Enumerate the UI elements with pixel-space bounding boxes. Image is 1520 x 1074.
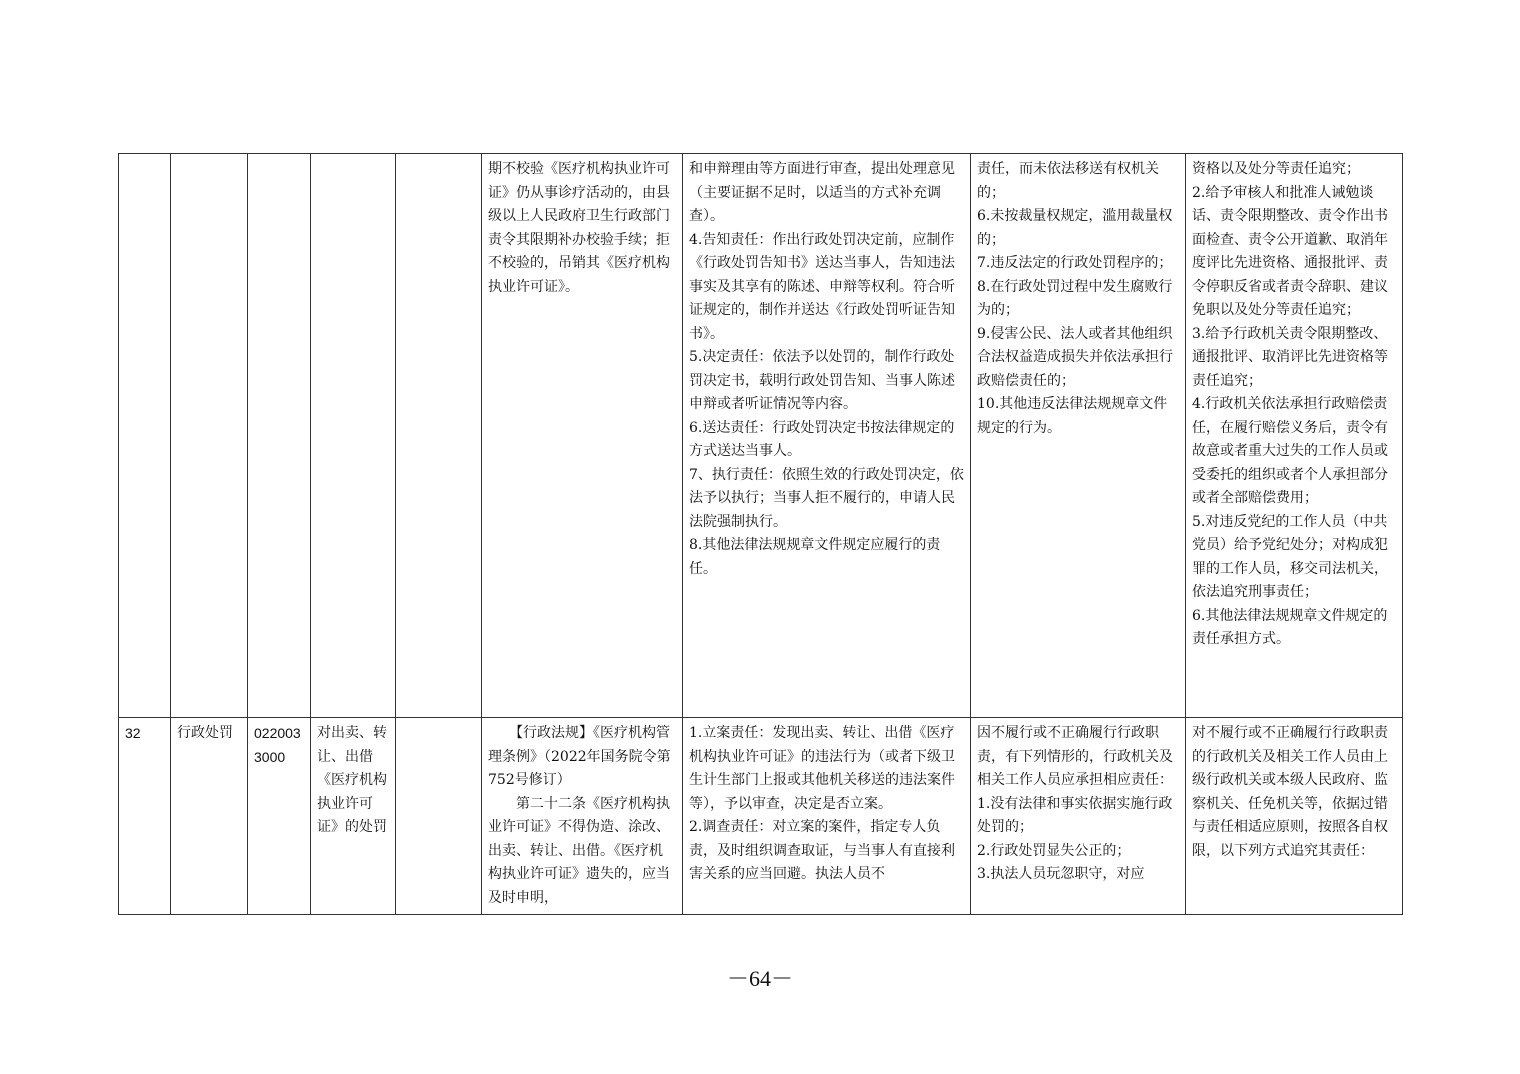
case-line: 6.未按裁量权规定，滥用裁量权的； xyxy=(977,208,1173,248)
case-line: 1.没有法律和事实依据实施行政处罚的； xyxy=(977,795,1173,835)
cell-seq xyxy=(119,154,171,718)
duty-line: 8.其他法律法规规章文件规定应履行的责任。 xyxy=(689,537,941,577)
basis-line: 【行政法规】《医疗机构管理条例》（2022年国务院令第752号修订） xyxy=(488,725,671,788)
cell-sub-item xyxy=(396,718,482,915)
cell-basis xyxy=(482,154,683,718)
duty-line: 7、执行责任：依照生效的行政处罚决定，依法予以执行；当事人拒不履行的，申请人民法院强制执行。 xyxy=(689,466,964,530)
case-line: 3.执法人员玩忽职守，对应 xyxy=(977,866,1145,882)
duty-line: 6.送达责任：行政处罚决定书按法律规定的方式送达当事人。 xyxy=(689,419,955,459)
case-line: 责任，而未依法移送有权机关的； xyxy=(977,161,1159,201)
cell-accountability xyxy=(1186,718,1403,915)
page-number: －64－ xyxy=(726,966,793,991)
cell-item-name: 对出卖、转让、出借《医疗机构执业许可证》的处罚 xyxy=(311,718,396,915)
accountability-line: 5.对违反党纪的工作人员（中共党员）给予党纪处分；对构成犯罪的工作人员，移交司法机关，依法追究刑事责任； xyxy=(1192,513,1388,600)
cell-duties xyxy=(683,154,971,718)
cell-accountability xyxy=(1186,154,1403,718)
cell-code: 0220033000 xyxy=(248,718,311,915)
case-line: 8.在行政处罚过程中发生腐败行为的； xyxy=(977,278,1173,318)
accountability-line: 3.给予行政机关责令限期整改、通报批评、取消评比先进资格等责任追究； xyxy=(1192,325,1388,389)
cell-basis xyxy=(482,718,683,915)
case-line: 10.其他违反法律法规规章文件规定的行为。 xyxy=(977,396,1168,436)
accountability-line: 6.其他法律法规规章文件规定的责任承担方式。 xyxy=(1192,607,1388,647)
cell-type: 行政处罚 xyxy=(171,718,248,915)
table-row xyxy=(119,718,1403,915)
case-line: 7.违反法定的行政处罚程序的； xyxy=(977,255,1173,271)
accountability-line: 2.给予审核人和批准人诫勉谈话、责令限期整改、责令作出书面检查、责令公开道歉、取消年度评比先进资格、通报批评、责令停职反省或者责令辞职、建议免职以及处分等责任追究； xyxy=(1192,184,1388,318)
cell-type xyxy=(171,154,248,718)
case-line: 2.行政处罚显失公正的； xyxy=(977,842,1131,859)
duty-line: 和申辩理由等方面进行审查，提出处理意见（主要证据不足时，以适当的方式补充调查）。 xyxy=(689,161,955,224)
cell-item-name xyxy=(311,154,396,718)
basis-line: 期不校验《医疗机构执业许可证》仍从事诊疗活动的，由县级以上人民政府卫生行政部门责令其限期补办校验手续；拒不校验的，吊销其《医疗机构执业许可证》。 xyxy=(488,161,670,295)
cell-code xyxy=(248,154,311,718)
case-line: 因不履行或不正确履行行政职责，有下列情形的，行政机关及相关工作人员应承担相应责任： xyxy=(977,725,1173,788)
cell-sub-item xyxy=(396,154,482,718)
accountability-line: 资格以及处分等责任追究； xyxy=(1192,161,1360,177)
accountability-line: 4.行政机关依法承担行政赔偿责任，在履行赔偿义务后，责令有故意或者重大过失的工作人员或受委托的组织或者个人承担部分或者全部赔偿费用； xyxy=(1192,396,1388,506)
cell-duties xyxy=(683,718,971,915)
basis-line: 第二十二条《医疗机构执业许可证》不得伪造、涂改、出卖、转让、出借。《医疗机构执业许可证》遗失的，应当及时申明， xyxy=(488,795,670,906)
cell-cases xyxy=(971,718,1186,915)
duty-line: 4.告知责任：作出行政处罚决定前，应制作《行政处罚告知书》送达当事人，告知违法事实及其享有的陈述、申辩等权利。符合听证规定的，制作并送达《行政处罚听证告知书》。 xyxy=(689,231,955,342)
table-row xyxy=(119,154,1403,718)
cell-seq: 32 xyxy=(119,718,171,915)
duty-line: 1.立案责任：发现出卖、转让、出借《医疗机构执业许可证》的违法行为（或者下级卫生计生部门上报或其他机关移送的违法案件等），予以审查，决定是否立案。 xyxy=(689,725,955,812)
accountability-line: 对不履行或不正确履行行政职责的行政机关及相关工作人员由上级行政机关或本级人民政府、监察机关、任免机关等，依据过错与责任相适应原则，按照各自权限，以下列方式追究其责任： xyxy=(1192,725,1388,859)
case-line: 9.侵害公民、法人或者其他组织合法权益造成损失并依法承担行政赔偿责任的； xyxy=(977,325,1173,389)
cell-cases xyxy=(971,154,1186,718)
responsibility-table xyxy=(118,153,1403,915)
duty-line: 2.调查责任：对立案的案件，指定专人负责，及时组织调查取证，与当事人有直接利害关系的应当回避。执法人员不 xyxy=(689,819,955,882)
duty-line: 5.决定责任：依法予以处罚的，制作行政处罚决定书，载明行政处罚告知、当事人陈述申辩或者听证情况等内容。 xyxy=(689,349,955,412)
